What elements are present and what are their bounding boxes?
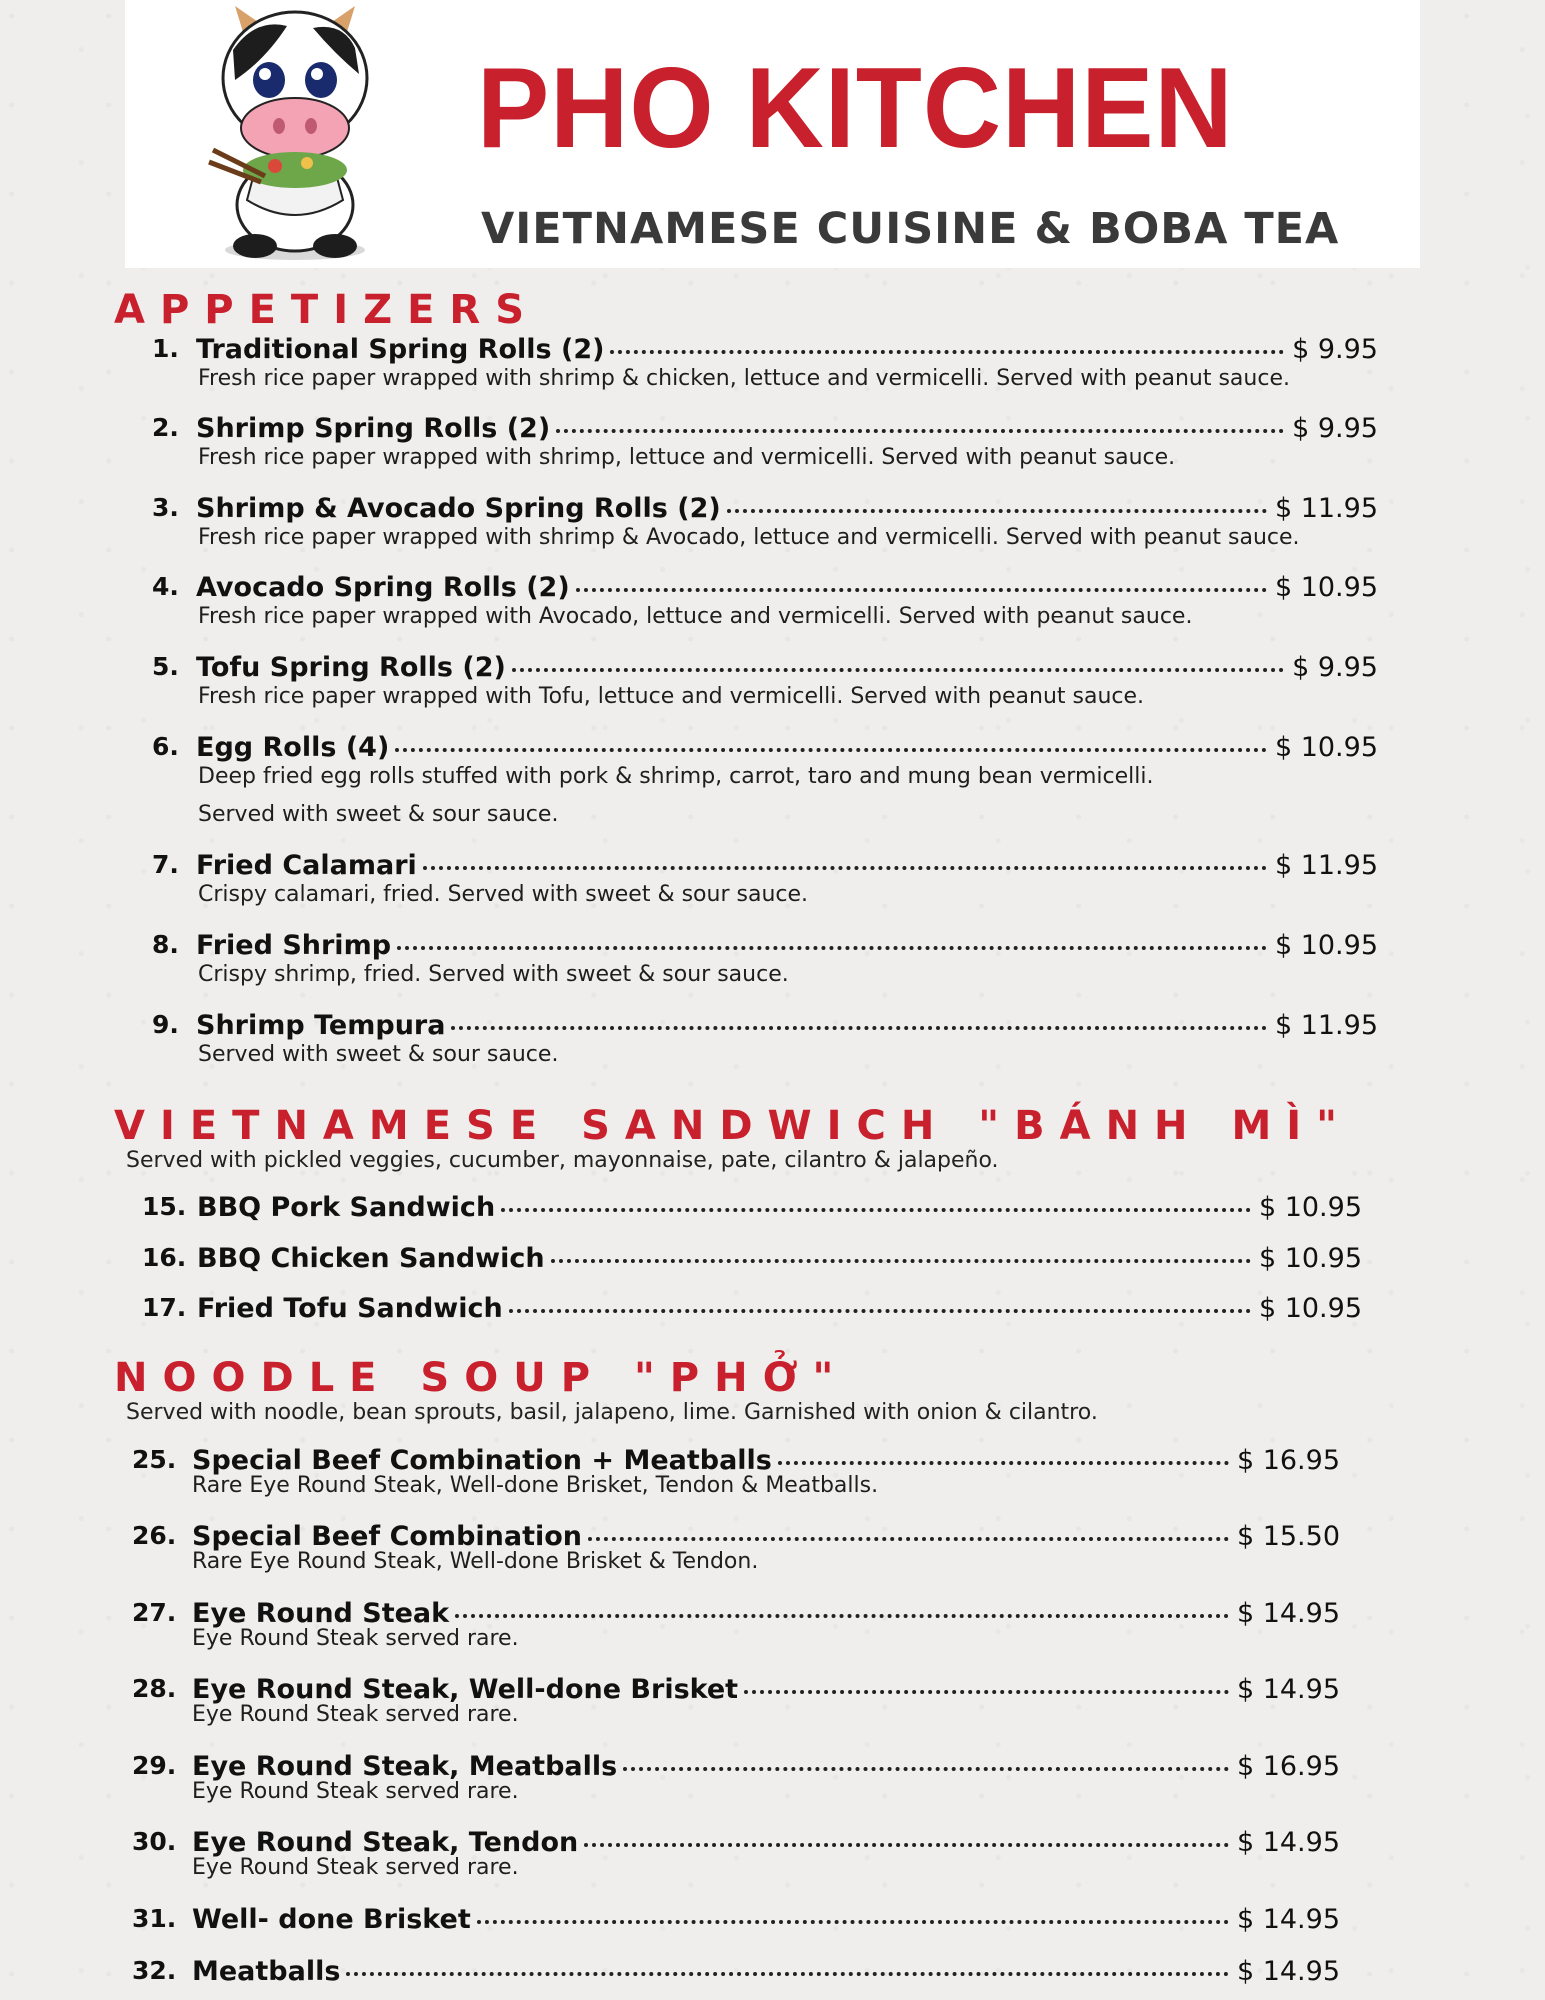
- menu-item-description: Fresh rice paper wrapped with shrimp, lettuce and vermicelli. Served with peanut sauce.: [198, 445, 1176, 470]
- menu-item-price: $ 14.95: [1236, 1827, 1340, 1858]
- menu-item-name: Fried Calamari: [196, 850, 417, 881]
- menu-item-number: 5.: [152, 652, 179, 681]
- menu-item-number: 2.: [152, 413, 179, 442]
- dot-leader: [455, 1594, 1229, 1618]
- dot-leader: [576, 568, 1267, 592]
- menu-item-price: $ 14.95: [1236, 1598, 1340, 1629]
- dot-leader: [423, 846, 1267, 870]
- menu-item-price: $ 10.95: [1274, 572, 1378, 603]
- menu-item-name: Eye Round Steak, Meatballs: [192, 1751, 618, 1782]
- menu-item-price: $ 11.95: [1274, 850, 1378, 881]
- menu-item-number: 27.: [132, 1598, 177, 1627]
- menu-item-number: 6.: [152, 732, 179, 761]
- menu-item-price: $ 16.95: [1236, 1445, 1340, 1476]
- menu-item-name: Eye Round Steak, Tendon: [192, 1827, 579, 1858]
- menu-item-number: 7.: [152, 850, 179, 879]
- menu-item-row: [142, 1243, 1362, 1279]
- menu-item-number: 17.: [142, 1293, 187, 1322]
- dot-leader: [623, 1747, 1229, 1771]
- dot-leader: [501, 1188, 1251, 1212]
- menu-item-price: $ 14.95: [1236, 1956, 1340, 1987]
- menu-item-name: Meatballs: [192, 1956, 341, 1987]
- menu-item-description: Crispy calamari, fried. Served with sweet & sour sauce.: [198, 882, 809, 907]
- dot-leader: [477, 1900, 1229, 1924]
- section-title-appetizers: APPETIZERS: [114, 287, 540, 333]
- menu-item-row: [142, 1192, 1362, 1228]
- dot-leader: [584, 1823, 1229, 1847]
- menu-item-description: Eye Round Steak served rare.: [192, 1855, 519, 1880]
- menu-item-price: $ 10.95: [1258, 1192, 1362, 1223]
- menu-item: [132, 1904, 1340, 1940]
- menu-item-description: Rare Eye Round Steak, Well-done Brisket & Tendon.: [192, 1549, 759, 1574]
- menu-item-number: 31.: [132, 1904, 177, 1933]
- menu-item-name: Tofu Spring Rolls (2): [196, 652, 506, 683]
- cow-mascot-logo: [195, 0, 395, 265]
- menu-item-name: Egg Rolls (4): [196, 732, 390, 763]
- menu-item-description: Rare Eye Round Steak, Well-done Brisket, Tendon & Meatballs.: [192, 1473, 879, 1498]
- dot-leader: [556, 409, 1284, 433]
- menu-item-name: Shrimp & Avocado Spring Rolls (2): [196, 493, 721, 524]
- menu-item-description: Served with sweet & sour sauce.: [198, 802, 559, 827]
- section-note-sandwich: Served with pickled veggies, cucumber, mayonnaise, pate, cilantro & jalapeño.: [126, 1148, 999, 1173]
- menu-item-row: [132, 1956, 1340, 1992]
- menu-item-number: 9.: [152, 1010, 179, 1039]
- section-note-pho: Served with noodle, bean sprouts, basil, jalapeno, lime. Garnished with onion & cilantro.: [126, 1400, 1098, 1425]
- menu-item-number: 8.: [152, 930, 179, 959]
- menu-item-name: Fried Tofu Sandwich: [197, 1293, 503, 1324]
- section-title-sandwich: VIETNAMESE SANDWICH "BÁNH MÌ": [114, 1103, 1352, 1149]
- menu-item-description: Fresh rice paper wrapped with shrimp & chicken, lettuce and vermicelli. Served with peanut sauce.: [198, 366, 1290, 391]
- menu-item-number: 26.: [132, 1521, 177, 1550]
- menu-item-description: Crispy shrimp, fried. Served with sweet & sour sauce.: [198, 962, 789, 987]
- menu-item-number: 1.: [152, 334, 179, 363]
- menu-item-number: 15.: [142, 1192, 187, 1221]
- dot-leader: [395, 728, 1267, 752]
- dot-leader: [551, 1239, 1251, 1263]
- menu-item-number: 4.: [152, 572, 179, 601]
- menu-item-name: Shrimp Spring Rolls (2): [196, 413, 551, 444]
- menu-item-description: Eye Round Steak served rare.: [192, 1626, 519, 1651]
- menu-item-name: Special Beef Combination: [192, 1521, 583, 1552]
- dot-leader: [610, 330, 1284, 354]
- menu-item-price: $ 10.95: [1258, 1293, 1362, 1324]
- menu-item-number: 30.: [132, 1827, 177, 1856]
- dot-leader: [727, 489, 1267, 513]
- menu-item-name: Shrimp Tempura: [196, 1010, 446, 1041]
- menu-item: [142, 1293, 1362, 1329]
- menu-item-description: Fresh rice paper wrapped with shrimp & Avocado, lettuce and vermicelli. Served with peanut sauce.: [198, 525, 1300, 550]
- menu-item-price: $ 15.50: [1236, 1521, 1340, 1552]
- menu-item-price: $ 9.95: [1292, 334, 1378, 365]
- menu-item-name: Eye Round Steak: [192, 1598, 450, 1629]
- dot-leader: [397, 926, 1267, 950]
- menu-item-number: 16.: [142, 1243, 187, 1272]
- dot-leader: [778, 1441, 1229, 1465]
- menu-item-price: $ 10.95: [1258, 1243, 1362, 1274]
- menu-item-name: Well- done Brisket: [192, 1904, 471, 1935]
- menu-item-number: 3.: [152, 493, 179, 522]
- menu-item-row: [132, 1904, 1340, 1940]
- menu-item: [132, 1956, 1340, 1992]
- menu-item-name: Special Beef Combination + Meatballs: [192, 1445, 772, 1476]
- menu-item-description: Fresh rice paper wrapped with Avocado, lettuce and vermicelli. Served with peanut sauce.: [198, 604, 1193, 629]
- menu-item-price: $ 9.95: [1292, 652, 1378, 683]
- brand-title: PHO KITCHEN: [477, 45, 1234, 172]
- menu-item-price: $ 10.95: [1274, 930, 1378, 961]
- dot-leader: [451, 1006, 1266, 1030]
- menu-item-description: Eye Round Steak served rare.: [192, 1702, 519, 1727]
- dot-leader: [588, 1517, 1229, 1541]
- dot-leader: [346, 1952, 1229, 1976]
- menu-item-price: $ 11.95: [1274, 1010, 1378, 1041]
- menu-item-price: $ 9.95: [1292, 413, 1378, 444]
- menu-item-name: Eye Round Steak, Well-done Brisket: [192, 1674, 739, 1705]
- menu-item-name: BBQ Chicken Sandwich: [197, 1243, 545, 1274]
- menu-item-name: Fried Shrimp: [196, 930, 392, 961]
- menu-item-description: Served with sweet & sour sauce.: [198, 1042, 559, 1067]
- menu-item-number: 25.: [132, 1445, 177, 1474]
- menu-item-price: $ 10.95: [1274, 732, 1378, 763]
- menu-item-number: 29.: [132, 1751, 177, 1780]
- menu-item: [142, 1192, 1362, 1228]
- menu-item-name: BBQ Pork Sandwich: [197, 1192, 496, 1223]
- menu-item-name: Traditional Spring Rolls (2): [196, 334, 605, 365]
- menu-item-price: $ 16.95: [1236, 1751, 1340, 1782]
- dot-leader: [744, 1670, 1229, 1694]
- menu-item-price: $ 14.95: [1236, 1674, 1340, 1705]
- menu-item-description: Deep fried egg rolls stuffed with pork & shrimp, carrot, taro and mung bean vermicelli.: [198, 764, 1154, 789]
- menu-item: [142, 1243, 1362, 1279]
- menu-item-description: Eye Round Steak served rare.: [192, 1779, 519, 1804]
- menu-item-price: $ 11.95: [1274, 493, 1378, 524]
- menu-item-row: [142, 1293, 1362, 1329]
- section-title-pho: NOODLE SOUP "PHỞ": [114, 1355, 849, 1401]
- menu-item-number: 28.: [132, 1674, 177, 1703]
- menu-item-number: 32.: [132, 1956, 177, 1985]
- dot-leader: [512, 648, 1284, 672]
- header-banner: [125, 0, 1420, 268]
- menu-item-name: Avocado Spring Rolls (2): [196, 572, 570, 603]
- menu-item-price: $ 14.95: [1236, 1904, 1340, 1935]
- menu-item-description: Fresh rice paper wrapped with Tofu, lettuce and vermicelli. Served with peanut sauce.: [198, 684, 1145, 709]
- dot-leader: [509, 1289, 1251, 1313]
- brand-tagline: VIETNAMESE CUISINE & BOBA TEA: [481, 204, 1340, 254]
